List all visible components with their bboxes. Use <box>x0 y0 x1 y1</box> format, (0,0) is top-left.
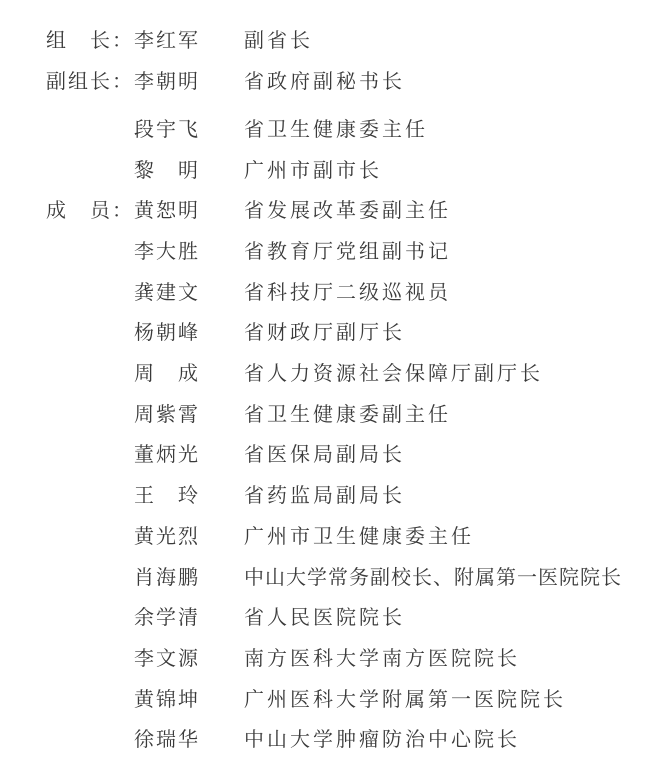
member-row <box>0 353 671 393</box>
member-row <box>0 434 671 474</box>
member-title: 省政府副秘书长 <box>244 69 405 93</box>
member-title: 省人力资源社会保障厅副厅长 <box>244 361 543 385</box>
member-title: 省卫生健康委主任 <box>244 117 428 141</box>
member-title: 省教育厅党组副书记 <box>244 239 451 263</box>
member-title: 广州市卫生健康委主任 <box>244 524 474 548</box>
member-name: 杨朝峰 <box>134 320 200 344</box>
member-title: 中山大学常务副校长、附属第一医院院长 <box>244 565 622 589</box>
member-row <box>0 516 671 556</box>
member-name: 段宇飞 <box>134 117 200 141</box>
member-name: 李朝明 <box>134 69 200 93</box>
member-name: 黄光烈 <box>134 524 200 548</box>
role-label: 成 员： <box>46 198 134 222</box>
member-name: 周紫霄 <box>134 402 200 426</box>
member-row <box>0 150 671 190</box>
member-row <box>0 61 671 101</box>
member-name: 董炳光 <box>134 442 200 466</box>
member-title: 省财政厅副厅长 <box>244 320 405 344</box>
member-name: 黎 明 <box>134 158 200 182</box>
member-row <box>0 190 671 230</box>
member-title: 副省长 <box>244 28 313 52</box>
member-name: 李红军 <box>134 28 200 52</box>
member-title: 南方医科大学南方医院院长 <box>244 646 520 670</box>
member-row <box>0 231 671 271</box>
member-title: 广州市副市长 <box>244 158 382 182</box>
role-label: 副组长： <box>46 69 134 93</box>
member-row <box>0 109 671 149</box>
member-title: 省科技厅二级巡视员 <box>244 280 451 304</box>
member-title: 省卫生健康委副主任 <box>244 402 451 426</box>
member-name: 黄恕明 <box>134 198 200 222</box>
member-row <box>0 597 671 637</box>
member-title: 中山大学肿瘤防治中心院长 <box>244 727 520 751</box>
member-title: 省人民医院院长 <box>244 605 405 629</box>
member-title: 广州医科大学附属第一医院院长 <box>244 687 566 711</box>
member-name: 李文源 <box>134 646 200 670</box>
member-name: 李大胜 <box>134 239 200 263</box>
member-row <box>0 638 671 678</box>
member-name: 龚建文 <box>134 280 200 304</box>
member-row <box>0 20 671 60</box>
member-row <box>0 312 671 352</box>
member-name: 周 成 <box>134 361 200 385</box>
member-title: 省发展改革委副主任 <box>244 198 451 222</box>
member-title: 省医保局副局长 <box>244 442 405 466</box>
member-name: 黄锦坤 <box>134 687 200 711</box>
member-row <box>0 679 671 719</box>
member-name: 肖海鹏 <box>134 565 200 589</box>
member-name: 余学清 <box>134 605 200 629</box>
member-row <box>0 475 671 515</box>
member-title: 省药监局副局长 <box>244 483 405 507</box>
member-row <box>0 719 671 759</box>
member-row <box>0 394 671 434</box>
member-name: 王 玲 <box>134 483 200 507</box>
role-label: 组 长： <box>46 28 134 52</box>
member-row <box>0 272 671 312</box>
member-name: 徐瑞华 <box>134 727 200 751</box>
member-row <box>0 557 671 597</box>
